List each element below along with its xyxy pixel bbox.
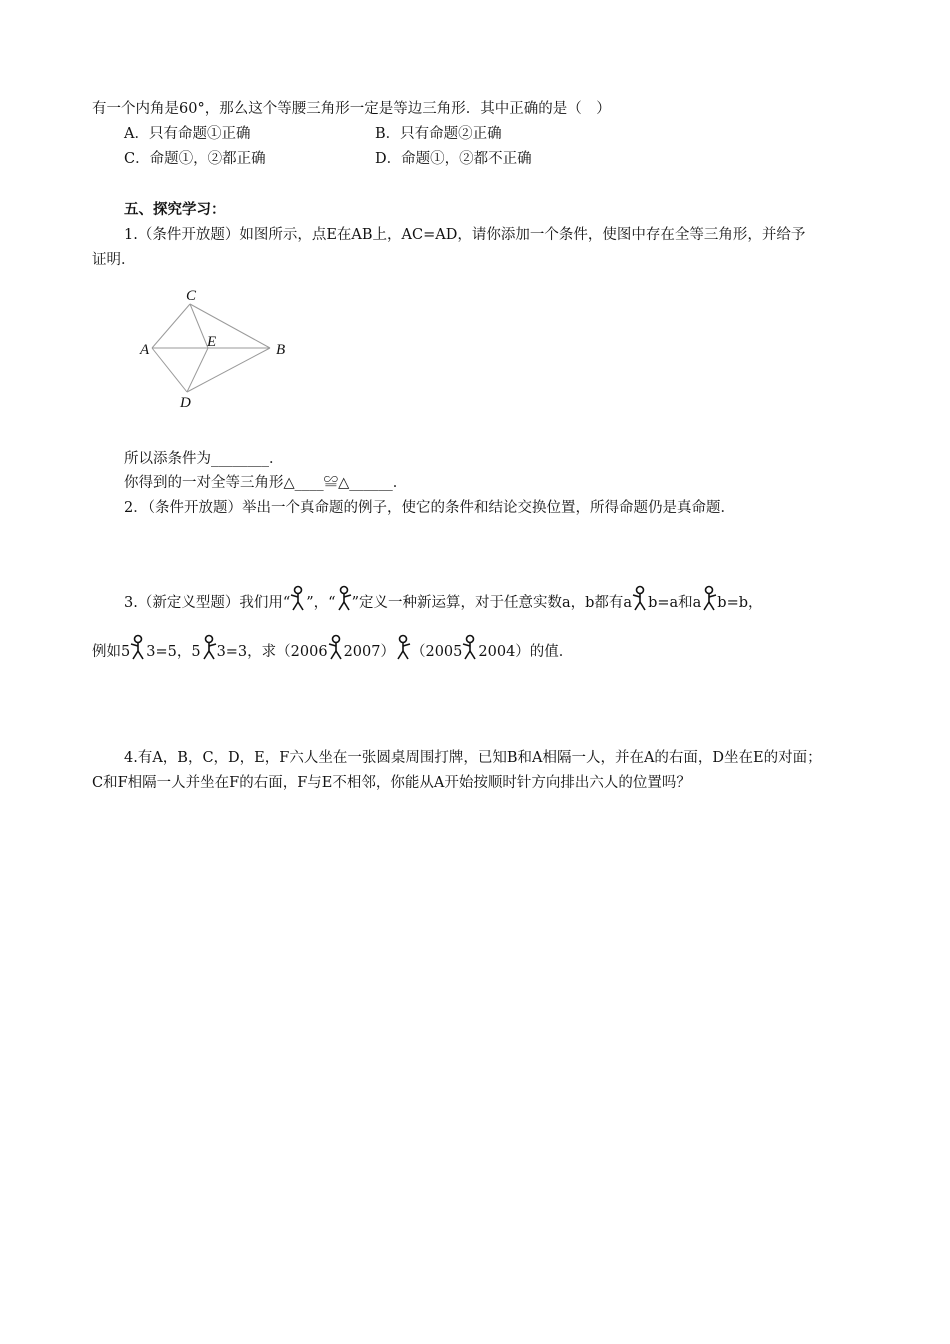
option-d: D．命题①，②都不正确 bbox=[375, 151, 532, 167]
stick-figure-arm-left-icon bbox=[462, 634, 478, 660]
segment-cb bbox=[190, 304, 270, 348]
q3-line1 bbox=[124, 585, 763, 613]
label-a: A bbox=[140, 342, 150, 358]
q3-text: 3=5，5 bbox=[146, 644, 201, 660]
stick-figure-arm-right-icon bbox=[701, 585, 717, 611]
q1-line2: 证明． bbox=[92, 252, 136, 268]
stick-figure-arm-right-icon bbox=[336, 585, 352, 611]
q1-answer-triangles: 你得到的一对全等三角形△____≌△______． bbox=[124, 475, 408, 491]
q3-text: ”，“ bbox=[306, 595, 336, 611]
segment-ca bbox=[152, 304, 190, 348]
option-a: A．只有命题①正确 bbox=[124, 126, 251, 142]
segment-de bbox=[187, 348, 208, 392]
prev-question-line: 有一个内角是60°，那么这个等腰三角形一定是等边三角形．其中正确的是（ ） bbox=[92, 101, 611, 117]
stick-figure-arm-right-icon bbox=[395, 634, 411, 660]
q3-text: 3=3，求（2006 bbox=[216, 644, 328, 660]
stick-figure-arm-right-icon bbox=[201, 634, 217, 660]
kite-figure bbox=[130, 282, 300, 412]
stick-figure-arm-left-icon bbox=[632, 585, 648, 611]
option-c: C．命题①，②都正确 bbox=[124, 151, 266, 167]
segment-db bbox=[187, 348, 270, 392]
q3-text: （2005 bbox=[410, 644, 463, 660]
q3-text: 2007） bbox=[343, 644, 395, 660]
label-c: C bbox=[186, 288, 197, 304]
q3-text: ”定义一种新运算，对于任意实数a，b都有a bbox=[351, 595, 633, 611]
q3-text: 例如5 bbox=[92, 644, 131, 660]
stick-figure-arm-left-icon bbox=[290, 585, 306, 611]
label-d: D bbox=[180, 395, 191, 411]
option-b: B．只有命题②正确 bbox=[375, 126, 502, 142]
q3-text: b=a和a bbox=[648, 595, 702, 611]
q4-line1: 4.有A，B，C，D，E，F六人坐在一张圆桌周围打牌，已知B和A相隔一人，并在A的右面，D坐在E的对面； bbox=[124, 750, 822, 766]
q3-text: 3.（新定义型题）我们用“ bbox=[124, 595, 291, 611]
segment-ce bbox=[190, 304, 208, 348]
section-heading: 五、探究学习： bbox=[124, 202, 226, 218]
segment-da bbox=[152, 348, 187, 392]
q3-text: 2004）的值． bbox=[478, 644, 574, 660]
stick-figure-arm-left-icon bbox=[130, 634, 146, 660]
q3-line2 bbox=[92, 634, 573, 662]
label-e: E bbox=[207, 334, 217, 350]
label-b: B bbox=[276, 342, 286, 358]
q3-text: b=b， bbox=[717, 595, 763, 611]
q1-line1: 1.（条件开放题）如图所示，点E在AB上，AC=AD，请你添加一个条件，使图中存在全等三角形，并给予 bbox=[124, 227, 806, 243]
q1-answer-condition: 所以添条件为________． bbox=[124, 451, 284, 467]
stick-figure-arm-left-icon bbox=[328, 634, 344, 660]
q4-line2: C和F相隔一人并坐在F的右面，F与E不相邻，你能从A开始按顺时针方向排出六人的位置吗？ bbox=[92, 775, 691, 791]
q2-line1: 2．（条件开放题）举出一个真命题的例子，使它的条件和结论交换位置，所得命题仍是真命题． bbox=[124, 500, 735, 516]
